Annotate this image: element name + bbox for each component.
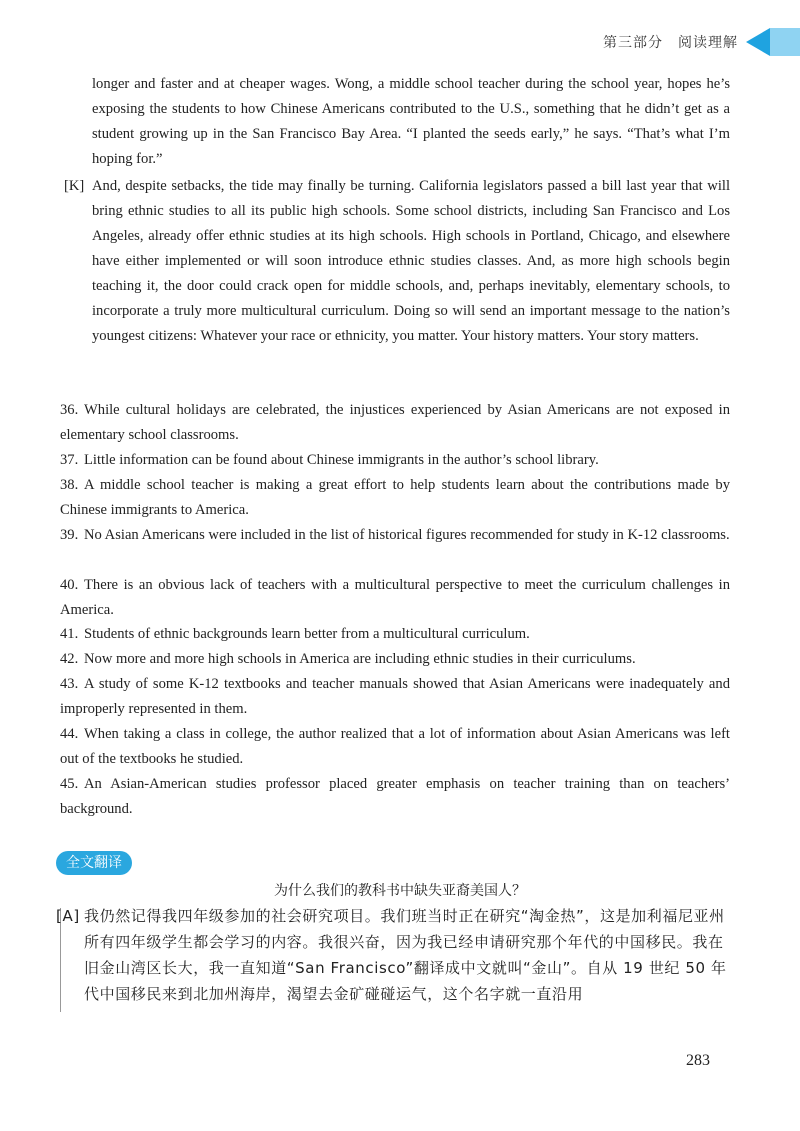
section-header xyxy=(603,28,800,56)
header-triangle-icon xyxy=(746,28,770,56)
question-number: 45. xyxy=(60,776,79,792)
question-text: When taking a class in college, the author realized that a lot of information about Asian Americans was left out of the textbooks he studied. xyxy=(60,726,730,767)
question-text: A study of some K-12 textbooks and teacher manuals showed that Asian Americans were inadequately and improperly represented in them. xyxy=(60,676,730,717)
translation-title: 为什么我们的教科书中缺失亚裔美国人？ xyxy=(274,883,526,899)
question-text: While cultural holidays are celebrated, the injustices experienced by Asian Americans are not exposed in elementary school classrooms. xyxy=(60,402,730,443)
paragraph-label: [A] xyxy=(56,907,80,925)
paragraph-text: And, despite setbacks, the tide may finally be turning. California legislators passed a bill last year that will bring ethnic studies to all its public high schools. Some school districts, including San Francisco and Los Angeles, already offer ethnic studies at its high schools. High schools in Portland, Chicago, and elsewhere have either implemented or will soon introduce ethnic studies classes. And, as more high schools begin teaching it, the door could crack open for middle schools, and, perhaps inevitably, elementary schools, to incorporate a truly more multicultural curriculum. Doing so will send an important message to the nation’s youngest citizens: Whatever your race or ethnicity, you matter. Your history matters. Your story matters. xyxy=(92,178,730,344)
question-number: 38. xyxy=(60,477,79,493)
header-color-bar xyxy=(770,28,800,56)
question-number: 43. xyxy=(60,676,79,692)
question-item xyxy=(60,473,730,523)
question-number: 39. xyxy=(60,527,79,543)
translation-badge: 全文翻译 xyxy=(56,851,132,875)
question-item xyxy=(60,573,730,623)
question-number: 42. xyxy=(60,651,79,667)
question-item xyxy=(60,448,730,473)
paragraph-text: 我仍然记得我四年级参加的社会研究项目。我们班当时正在研究“淘金热”，这是加利福尼亚州所有四年级学生都会学习的内容。我很兴奋，因为我已经申请研究那个年代的中国移民。我在旧金山湾区长大，我一直知道“San Francisco”翻译成中文就叫“金山”。自从 19 世纪 50 年代中国移民来到北加州海岸，渴望去金矿碰碰运气，这个名字就一直沿用 xyxy=(84,907,727,1003)
question-item xyxy=(60,722,730,772)
section-title: 第三部分 阅读理解 xyxy=(603,35,738,51)
question-text: No Asian Americans were included in the list of historical figures recommended for study in K-12 classrooms. xyxy=(84,527,730,543)
question-text: Little information can be found about Chinese immigrants in the author’s school library. xyxy=(84,452,599,468)
question-item xyxy=(60,523,730,548)
question-text: A middle school teacher is making a great effort to help students learn about the contributions made by Chinese immigrants to America. xyxy=(60,477,730,518)
question-number: 37. xyxy=(60,452,79,468)
question-text: Students of ethnic backgrounds learn better from a multicultural curriculum. xyxy=(84,626,530,642)
question-number: 41. xyxy=(60,626,79,642)
question-number: 44. xyxy=(60,726,79,742)
question-item xyxy=(60,772,730,822)
page-number: 283 xyxy=(686,1052,710,1069)
question-text: An Asian-American studies professor placed greater emphasis on teacher training than on teachers’ background. xyxy=(60,776,730,817)
question-number: 40. xyxy=(60,577,79,593)
question-text: There is an obvious lack of teachers with a multicultural perspective to meet the curriculum challenges in America. xyxy=(60,577,730,618)
question-item xyxy=(60,622,730,647)
question-item xyxy=(60,398,730,448)
question-item xyxy=(60,672,730,722)
translation-paragraph-a xyxy=(56,903,730,1007)
paragraph-k xyxy=(64,174,730,349)
question-text: Now more and more high schools in America are including ethnic studies in their curriculums. xyxy=(84,651,636,667)
passage-continuation: longer and faster and at cheaper wages. Wong, a middle school teacher during the school year, hopes he’s exposing the students to how Chinese Americans contributed to the U.S., something that he didn’t get as a student growing up in the San Francisco Bay Area. “I planted the seeds early,” he says. “That’s what I’m hoping for.” xyxy=(92,76,730,167)
question-item xyxy=(60,647,730,672)
paragraph-label: [K] xyxy=(64,178,85,194)
question-number: 36. xyxy=(60,402,79,418)
